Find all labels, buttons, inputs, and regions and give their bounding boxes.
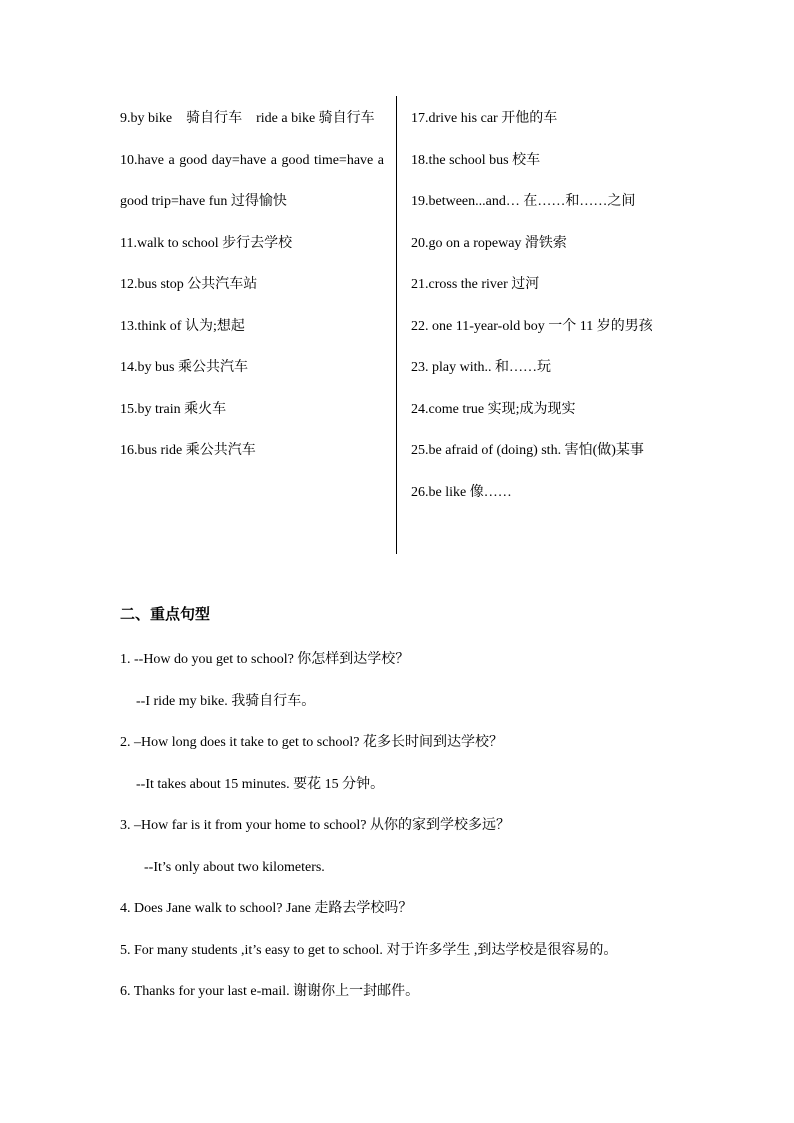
- vocab-item: 16.bus ride 乘公共汽车: [120, 443, 256, 458]
- vocab-item: 10.have a good day=have a good time=have a good trip=have fun 过得愉快: [120, 152, 384, 209]
- key-sentences-list: [120, 639, 700, 1013]
- vocab-item: 9.by bike 骑自行车 ride a bike 骑自行车: [120, 111, 375, 126]
- sentence-line: 6. Thanks for your last e-mail. 谢谢你上一封邮件。: [120, 984, 420, 999]
- sentence-response-line: --I ride my bike. 我骑自行车。: [136, 693, 316, 709]
- vocab-item: 12.bus stop 公共汽车站: [120, 277, 258, 292]
- sentence-line: 4. Does Jane walk to school? Jane 走路去学校吗？: [120, 901, 413, 916]
- vocab-item: 11.walk to school 步行去学校: [120, 235, 293, 251]
- vocab-item: 23. play with.. 和……玩: [411, 360, 551, 375]
- vocab-item: 18.the school bus 校车: [411, 152, 541, 168]
- vocab-item: 14.by bus 乘公共汽车: [120, 360, 248, 375]
- vocab-item: 21.cross the river 过河: [411, 277, 540, 292]
- vocab-item: 19.between...and… 在……和……之间: [411, 194, 636, 209]
- vocab-right-column: [411, 98, 679, 513]
- vocab-left-column: [120, 98, 384, 472]
- vocab-item: 17.drive his car 开他的车: [411, 111, 558, 126]
- sentence-response-line: --It’s only about two kilometers.: [144, 859, 325, 875]
- section-heading: 二、重点句型: [120, 605, 211, 623]
- vocab-item: 22. one 11-year-old boy 一个 11 岁的男孩: [411, 318, 653, 334]
- sentence-line: 3. –How far is it from your home to school? 从你的家到学校多远？: [120, 818, 511, 833]
- sentence-line: 5. For many students ,it’s easy to get to school. 对于许多学生 ,到达学校是很容易的。: [120, 942, 618, 958]
- vocab-item: 25.be afraid of (doing) sth. 害怕(做)某事: [411, 443, 644, 458]
- vocab-item: 24.come true 实现;成为现实: [411, 401, 576, 417]
- sentence-response-line: --It takes about 15 minutes. 要花 15 分钟。: [136, 776, 385, 792]
- vocab-item: 13.think of 认为;想起: [120, 318, 245, 334]
- sentence-line: 1. --How do you get to school? 你怎样到达学校？: [120, 652, 410, 667]
- vocab-item: 26.be like 像……: [411, 484, 512, 500]
- sentence-line: 2. –How long does it take to get to school? 花多长时间到达学校？: [120, 735, 504, 750]
- vocab-item: 15.by train 乘火车: [120, 401, 227, 417]
- vocab-item: 20.go on a ropeway 滑铁索: [411, 235, 567, 251]
- column-divider: [396, 96, 397, 554]
